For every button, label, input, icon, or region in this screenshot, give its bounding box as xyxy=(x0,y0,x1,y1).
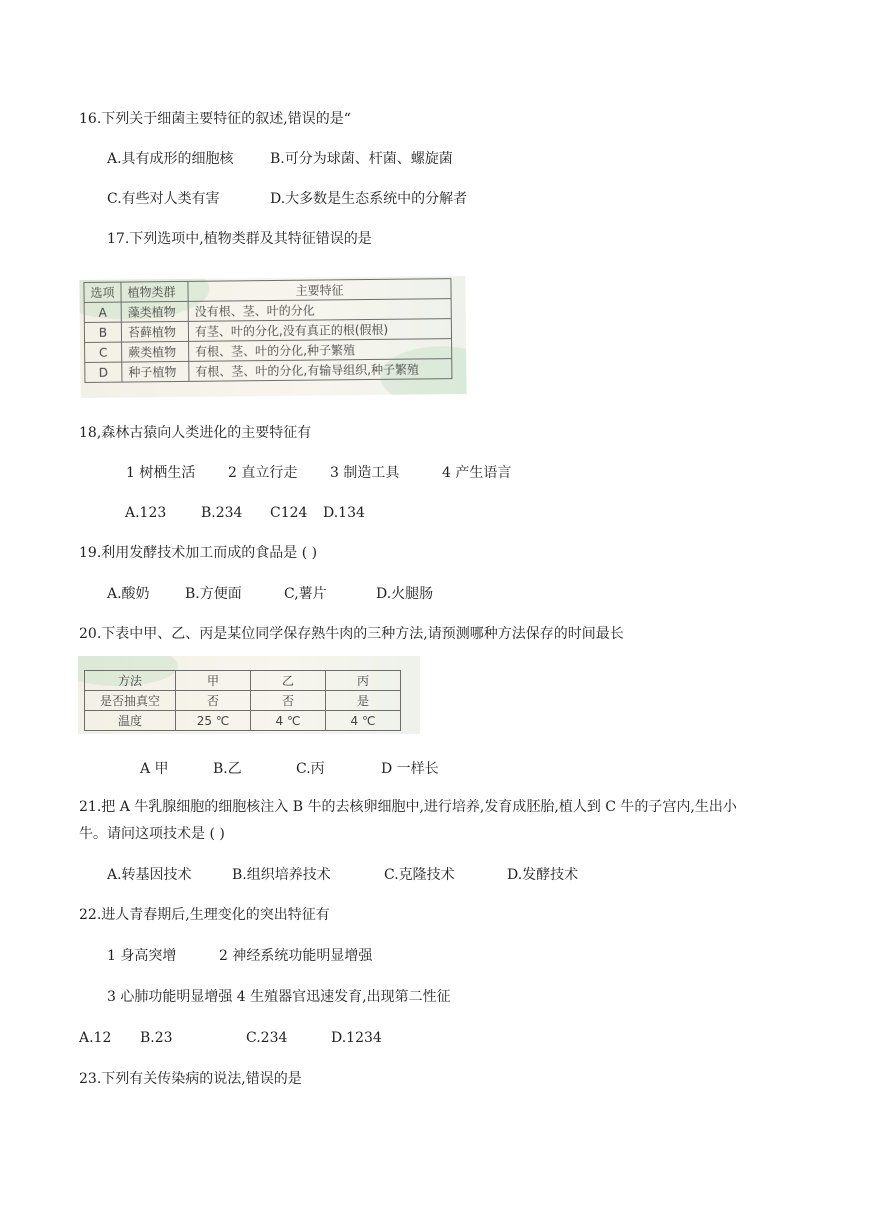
table-header-cell: 选项 xyxy=(84,282,121,302)
table-header-cell: 方法 xyxy=(85,671,176,691)
table-row xyxy=(85,711,401,731)
question-19-option-d: D.火腿肠 xyxy=(376,586,434,602)
table-cell: 4 ℃ xyxy=(251,711,326,731)
table-cell: 种子植物 xyxy=(122,361,189,382)
question-18-stem: 18,森林古猿向人类进化的主要特征有 xyxy=(79,425,312,441)
question-22-option-a: A.12 xyxy=(79,1030,112,1046)
question-19-stem: 19.利用发酵技术加工而成的食品是 ( ) xyxy=(79,545,318,561)
question-22-stem: 22.进人青春期后,生理变化的突出特征有 xyxy=(79,907,330,923)
question-16-option-d: D.大多数是生态系统中的分解者 xyxy=(270,191,468,207)
table-cell: D xyxy=(85,362,122,382)
question-17-stem: 17.下列选项中,植物类群及其特征错误的是 xyxy=(107,231,372,247)
table-cell: 是 xyxy=(326,691,401,711)
table-cell: 有根、茎、叶的分化,有输导组织,种子繁殖 xyxy=(189,359,452,382)
question-21-option-a: A.转基因技术 xyxy=(107,867,192,883)
question-19-option-b: B.方便面 xyxy=(185,586,242,602)
table-cell: A xyxy=(84,302,121,322)
question-20-option-b: B.乙 xyxy=(213,761,242,777)
table-header-cell: 主要特征 xyxy=(188,279,451,302)
table-cell: 25 ℃ xyxy=(176,711,251,731)
storage-methods-table xyxy=(84,670,401,731)
table-header-cell: 甲 xyxy=(176,671,251,691)
table-cell: 4 ℃ xyxy=(326,711,401,731)
question-16-option-a: A.具有成形的细胞核 xyxy=(107,151,234,167)
storage-methods-table-image xyxy=(78,656,420,734)
table-cell: C xyxy=(85,342,122,362)
question-18-option-d: D.134 xyxy=(323,505,365,521)
question-22-item-2: 2 神经系统功能明显增强 xyxy=(219,948,373,964)
question-22-option-b: B.23 xyxy=(140,1030,173,1046)
question-19-option-c: C,薯片 xyxy=(284,586,327,602)
table-cell: 苔藓植物 xyxy=(121,321,188,342)
question-18-option-a: A.123 xyxy=(125,505,167,521)
question-20-option-c: C.丙 xyxy=(296,761,325,777)
question-22-items-3-4: 3 心肺功能明显增强 4 生殖器官迅速发育,出现第二性征 xyxy=(107,989,451,1005)
question-20-stem: 20.下表中甲、乙、丙是某位同学保存熟牛肉的三种方法,请预测哪种方法保存的时间最长 xyxy=(79,626,624,642)
question-18-item-1: 1 树栖生活 xyxy=(126,465,196,481)
table-header-cell: 植物类群 xyxy=(121,281,188,302)
plant-groups-table-image xyxy=(79,276,466,398)
table-row xyxy=(85,691,401,711)
table-cell: B xyxy=(84,322,121,342)
table-cell: 没有根、茎、叶的分化 xyxy=(188,299,451,322)
question-21-option-b: B.组织培养技术 xyxy=(232,867,331,883)
question-23-stem: 23.下列有关传染病的说法,错误的是 xyxy=(79,1071,302,1087)
table-cell: 温度 xyxy=(85,711,176,731)
question-18-item-2: 2 直立行走 xyxy=(228,465,298,481)
table-cell: 蕨类植物 xyxy=(122,341,189,362)
table-cell: 否 xyxy=(251,691,326,711)
question-21-stem-line-1: 21.把 A 牛乳腺细胞的细胞核注入 B 牛的去核卵细胞中,进行培养,发育成胚胎,植人到 C 牛的子宫内,生出小 xyxy=(79,799,737,815)
table-header-cell: 乙 xyxy=(251,671,326,691)
table-row xyxy=(85,359,452,383)
question-21-option-c: C.克隆技术 xyxy=(384,867,455,883)
table-cell: 有根、茎、叶的分化,种子繁殖 xyxy=(189,339,452,362)
table-cell: 是否抽真空 xyxy=(85,691,176,711)
question-18-option-b: B.234 xyxy=(201,505,243,521)
table-cell: 有茎、叶的分化,没有真正的根(假根) xyxy=(188,319,451,342)
question-20-option-a: A 甲 xyxy=(140,761,169,777)
question-16-option-b: B.可分为球菌、杆菌、螺旋菌 xyxy=(270,151,453,167)
question-22-item-1: 1 身高突增 xyxy=(107,948,177,964)
question-19-option-a: A.酸奶 xyxy=(107,586,150,602)
question-16-option-c: C.有些对人类有害 xyxy=(107,191,220,207)
question-18-option-c: C124 xyxy=(270,505,308,521)
table-cell: 藻类植物 xyxy=(121,301,188,322)
question-20-option-d: D 一样长 xyxy=(381,761,439,777)
question-21-option-d: D.发酵技术 xyxy=(507,867,579,883)
table-header-row xyxy=(85,671,401,691)
question-16-stem: 16.下列关于细菌主要特征的叙述,错误的是“ xyxy=(79,111,351,127)
question-18-item-3: 3 制造工具 xyxy=(330,465,400,481)
question-18-item-4: 4 产生语言 xyxy=(442,465,512,481)
table-cell: 否 xyxy=(176,691,251,711)
table-header-cell: 丙 xyxy=(326,671,401,691)
plant-groups-table xyxy=(83,278,452,383)
question-22-option-d: D.1234 xyxy=(331,1030,382,1046)
question-21-stem-line-2: 牛。请问这项技术是 ( ) xyxy=(79,826,225,842)
question-22-option-c: C.234 xyxy=(246,1030,288,1046)
